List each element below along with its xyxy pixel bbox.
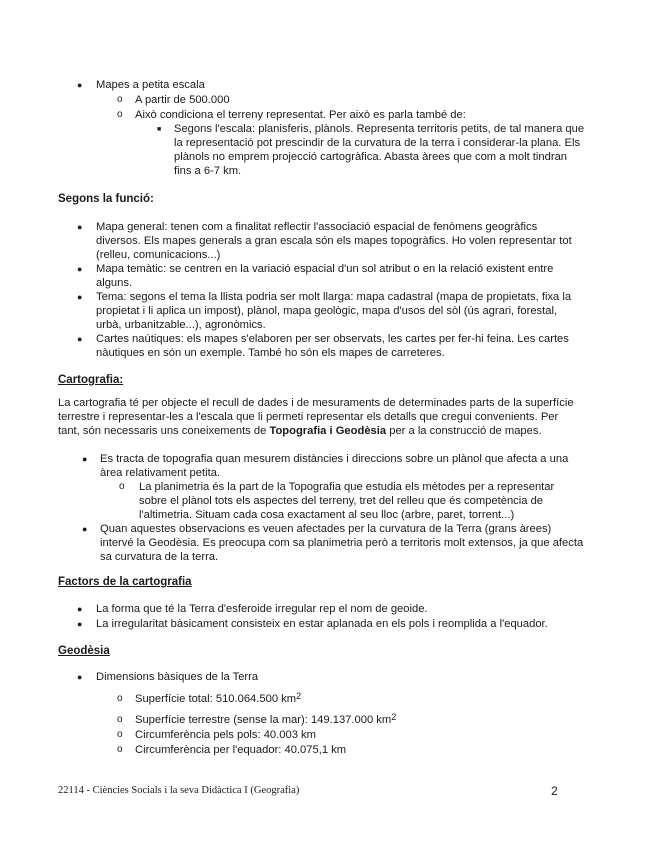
list-item-cont: nàutiques en són un exemple. També ho són els mapes de carreteres.: [96, 347, 445, 359]
list-item-cont: diversos. Els mapes generals a gran escala són els mapes topogràfics. Ho volen representar tot: [96, 235, 572, 247]
list-item: Circumferència per l'equador: 40.075,1 km: [135, 744, 347, 756]
paragraph-line: terrestre i representar-les a l'escala que li permeti representar els detalls que cregui convenients. Per: [58, 411, 559, 423]
bullet-icon: ●: [77, 222, 83, 232]
list-item: La planimetria és la part de la Topografia que estudia els mètodes per a representar: [139, 481, 555, 493]
list-item-cont: àrea relativament petita.: [100, 467, 221, 479]
list-item-cont: fins a 6-7 km.: [174, 165, 242, 177]
dimension-text: Superfície total: 510.064.500 km: [135, 693, 297, 705]
bullet-icon: ●: [77, 80, 83, 90]
circle-bullet-icon: o: [117, 693, 123, 704]
list-item-cont: alguns.: [96, 277, 133, 289]
footer-course: 22114 - Ciències Socials i la seva Didàctica I (Geografia): [58, 785, 300, 796]
list-item: Això condiciona el terreny representat. Per això es parla també de:: [135, 109, 466, 121]
list-item-cont: sa curvatura de la terra.: [100, 551, 219, 563]
list-item: Segons l'escala: planisferis, plànols. Representa territoris petits, de tal manera que: [174, 123, 585, 135]
circle-bullet-icon: o: [117, 714, 123, 725]
list-item: Mapa general: tenen com a finalitat reflectir l'associació espacial de fenòmens geogràfics: [96, 221, 538, 233]
list-item: [135, 713, 396, 727]
bullet-icon: ●: [82, 454, 88, 464]
list-item: Tema: segons el tema la llista podria ser molt llarga: mapa cadastral (mapa de propietats, fixa la: [96, 291, 572, 303]
page-number: 2: [551, 784, 558, 798]
circle-bullet-icon: o: [117, 744, 123, 755]
list-item: A partir de 500.000: [135, 94, 230, 106]
list-item-cont: (relleu, comunicacions...): [96, 249, 221, 261]
list-item-cont: urbà, urbanitzable...), agronòmics.: [96, 319, 266, 331]
bullet-icon: ●: [82, 524, 88, 534]
list-item: Quan aquestes observacions es veuen afectades per la curvatura de la Terra (grans àrees): [100, 523, 552, 535]
list-item-cont: propietat i li aplica un impost), plànol, mapa geològic, mapa d'usos del sòl (ús agrari, forestal,: [96, 305, 558, 317]
list-item: Mapa temàtic: se centren en la variació espacial d'un sol atribut o en la relació existent entre: [96, 263, 554, 275]
list-item-cont: intervé la Geodèsia. Es preocupa com sa planimetria però a territoris molt extensos, ja que afecta: [100, 537, 584, 549]
circle-bullet-icon: o: [117, 109, 123, 120]
circle-bullet-icon: o: [117, 729, 123, 740]
paragraph-text: tant, són necessaris uns coneixements de: [58, 425, 270, 437]
list-item: Circumferència pels pols: 40.003 km: [135, 729, 316, 741]
list-item: Dimensions bàsiques de la Terra: [96, 671, 259, 683]
circle-bullet-icon: o: [117, 94, 123, 105]
superscript: 2: [296, 691, 302, 701]
list-item: La forma que té la Terra d'esferoide irregular rep el nom de geoide.: [96, 603, 428, 615]
bullet-icon: ●: [77, 672, 83, 682]
list-item: Mapes a petita escala: [96, 79, 205, 91]
list-item-cont: la representació pot prescindir de la curvatura de la terra i considerar-la plana. Els: [174, 137, 581, 149]
list-item: La irregularitat bàsicament consisteix en estar aplanada en els pols i reomplida a l'equador.: [96, 618, 548, 630]
bullet-icon: ●: [77, 604, 83, 614]
square-bullet-icon: ■: [157, 126, 162, 133]
bullet-icon: ●: [77, 264, 83, 274]
paragraph-line: La cartografia té per objecte el recull de dades i de mesuraments de determinades parts de la superfície: [58, 397, 574, 409]
bullet-icon: ●: [77, 619, 83, 629]
section-heading: Geodèsia: [58, 645, 110, 657]
bold-term: Topografia i Geodèsia: [269, 425, 387, 437]
list-item: Es tracta de topografia quan mesurem distàncies i direccions sobre un plànol que afecta a una: [100, 453, 569, 465]
section-heading: Cartografia:: [58, 374, 124, 386]
list-item-cont: plànols no emprem projecció cartogràfica. Abasta àrees que com a molt tindran: [174, 151, 568, 163]
section-heading: Factors de la cartografia: [58, 576, 192, 588]
paragraph-line: [58, 424, 542, 438]
bullet-icon: ●: [77, 292, 83, 302]
paragraph-text: per a la construcció de mapes.: [386, 425, 542, 437]
section-heading: Segons la funció:: [58, 193, 154, 205]
list-item: [135, 692, 301, 706]
list-item-cont: sobre el plànol tots els aspectes del terreny, tret del relleu que és competència de: [139, 495, 544, 507]
dimension-text: Superfície terrestre (sense la mar): 149.137.000 km: [135, 714, 392, 726]
superscript: 2: [391, 712, 397, 722]
list-item-cont: l'altimetria. Situam cada cosa exactament al seu lloc (arbre, paret, torrent...): [139, 509, 515, 521]
circle-bullet-icon: o: [119, 481, 125, 492]
list-item: Cartes naútiques: els mapes s'elaboren per ser observats, les cartes per fer-hi feina. Les cartes: [96, 333, 569, 345]
bullet-icon: ●: [77, 334, 83, 344]
